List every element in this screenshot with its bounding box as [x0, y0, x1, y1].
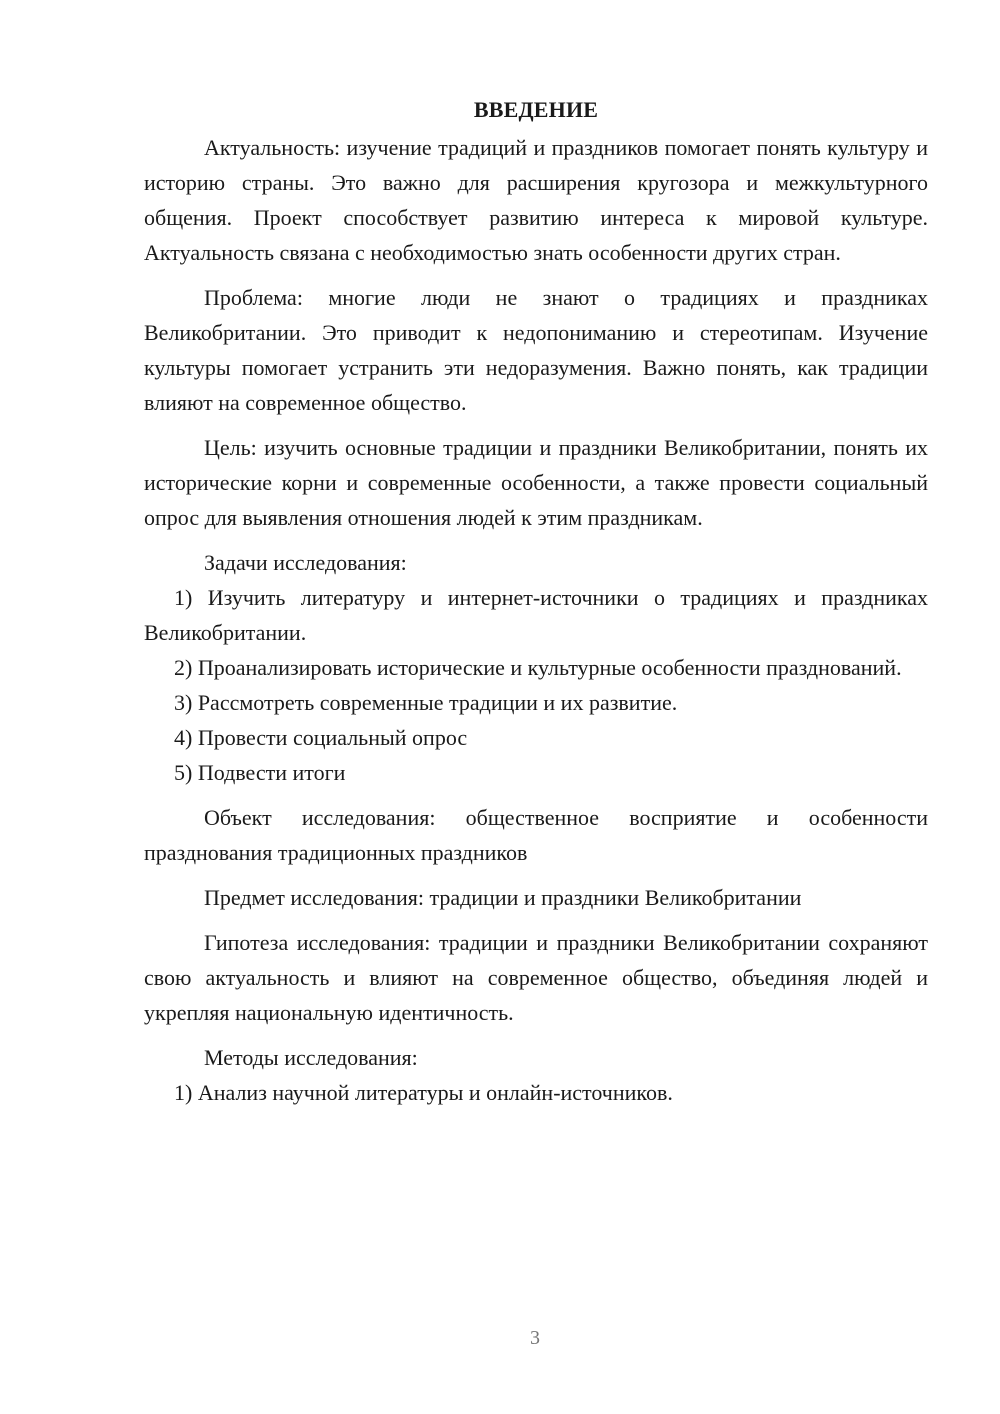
task-item-1: 1) Изучить литературу и интернет-источники о традициях и праздниках Великобритании.	[144, 585, 928, 645]
task-item-2: 2) Проанализировать исторические и культурные особенности празднований.	[174, 655, 902, 680]
document-page	[144, 92, 928, 1110]
task-item-4: 4) Провести социальный опрос	[174, 725, 468, 750]
problem-paragraph: Проблема: многие люди не знают о традициях и праздниках Великобритании. Это приводит к недопониманию и стереотипам. Изучение культуры помогает устранить эти недоразумения. Важно понять, как традиции влияют на современное общество.	[144, 285, 928, 415]
hypothesis-paragraph: Гипотеза исследования: традиции и праздники Великобритании сохраняют свою актуальность и влияют на современное общество, объединяя людей и укрепляя национальную идентичность.	[144, 930, 928, 1025]
page-number: 3	[530, 1327, 540, 1349]
page-title: ВВЕДЕНИЕ	[473, 97, 599, 122]
task-item-5: 5) Подвести итоги	[174, 760, 346, 785]
tasks-heading: Задачи исследования:	[204, 550, 407, 575]
task-item-3: 3) Рассмотреть современные традиции и их развитие.	[174, 690, 678, 715]
methods-heading: Методы исследования:	[204, 1045, 418, 1070]
goal-paragraph: Цель: изучить основные традиции и праздники Великобритании, понять их исторические корни и современные особенности, а также провести социальный опрос для выявления отношения людей к этим праздникам.	[144, 435, 928, 530]
subject-paragraph: Предмет исследования: традиции и праздники Великобритании	[204, 885, 802, 910]
relevance-paragraph: Актуальность: изучение традиций и праздников помогает понять культуру и историю страны. Это важно для расширения кругозора и межкультурного общения. Проект способствует развитию интереса к мировой культуре. Актуальность связана с необходимостью знать особенности других стран.	[144, 135, 928, 265]
object-paragraph: Объект исследования: общественное восприятие и особенности празднования традиционных праздников	[144, 805, 928, 865]
method-item-1: 1) Анализ научной литературы и онлайн-источников.	[174, 1080, 673, 1105]
